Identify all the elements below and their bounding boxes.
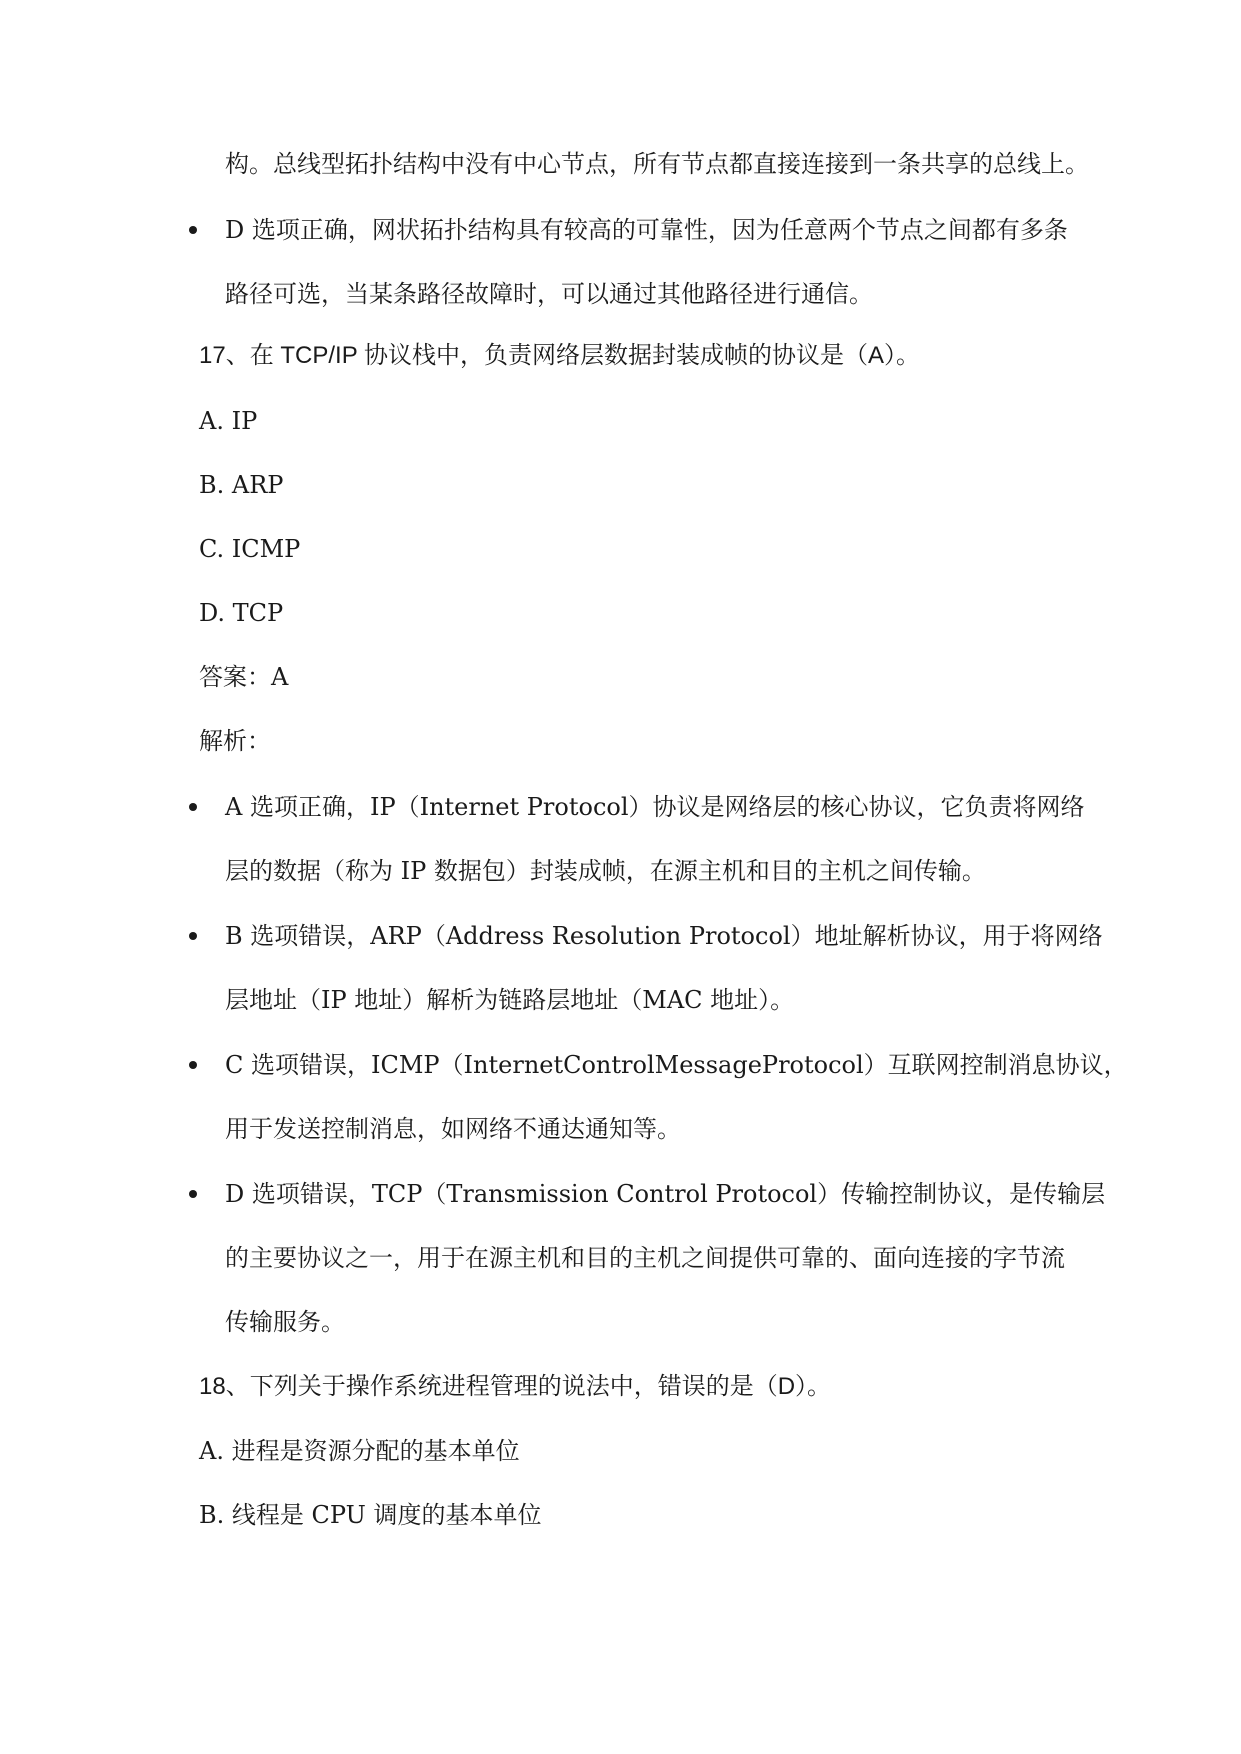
question-18-text: 18、下列关于操作系统进程管理的说法中，错误的是（D）。 — [199, 1373, 832, 1400]
analysis-bullet-d2-line3: 传输服务。 — [225, 1308, 345, 1336]
question-17-text: 17、在 TCP/IP 协议栈中，负责网络层数据封装成帧的协议是（A）。 — [199, 342, 920, 369]
question-17-option-b: B. ARP — [199, 471, 284, 499]
analysis-bullet-b-line2: 层地址（IP 地址）解析为链路层地址（MAC 地址）。 — [225, 986, 795, 1014]
bullet-icon — [189, 932, 197, 940]
bullet-icon — [189, 226, 197, 234]
analysis-bullet-c-line1: C 选项错误，ICMP（InternetControlMessageProtocol）互联网控制消息协议， — [225, 1051, 1128, 1079]
question-18-option-b: B. 线程是 CPU 调度的基本单位 — [199, 1501, 542, 1529]
bullet-icon — [189, 803, 197, 811]
question-17-option-a: A. IP — [199, 407, 258, 435]
analysis-bullet-d2-line1: D 选项错误，TCP（Transmission Control Protocol）传输控制协议，是传输层 — [225, 1180, 1106, 1208]
bullet-icon — [189, 1190, 197, 1198]
bullet-icon — [189, 1061, 197, 1069]
analysis-bullet-d-line2: 路径可选，当某条路径故障时，可以通过其他路径进行通信。 — [225, 280, 873, 308]
continued-bullet-line: 构。总线型拓扑结构中没有中心节点，所有节点都直接连接到一条共享的总线上。 — [225, 150, 1089, 178]
question-17-option-c: C. ICMP — [199, 535, 301, 563]
analysis-bullet-a-line2: 层的数据（称为 IP 数据包）封装成帧，在源主机和目的主机之间传输。 — [225, 857, 986, 885]
analysis-bullet-d2-line2: 的主要协议之一，用于在源主机和目的主机之间提供可靠的、面向连接的字节流 — [225, 1244, 1065, 1272]
analysis-bullet-d-line1: D 选项正确，网状拓扑结构具有较高的可靠性，因为任意两个节点之间都有多条 — [225, 216, 1068, 244]
question-18-option-a: A. 进程是资源分配的基本单位 — [199, 1437, 520, 1465]
analysis-bullet-a-line1: A 选项正确，IP（Internet Protocol）协议是网络层的核心协议，它负责将网络 — [225, 793, 1085, 821]
question-17-option-d: D. TCP — [199, 599, 284, 627]
analysis-bullet-c-line2: 用于发送控制消息，如网络不通达通知等。 — [225, 1115, 681, 1143]
analysis-bullet-b-line1: B 选项错误，ARP（Address Resolution Protocol）地址解析协议，用于将网络 — [225, 922, 1103, 950]
question-17-analysis-label: 解析： — [199, 727, 271, 755]
question-17-answer: 答案：A — [199, 663, 289, 691]
